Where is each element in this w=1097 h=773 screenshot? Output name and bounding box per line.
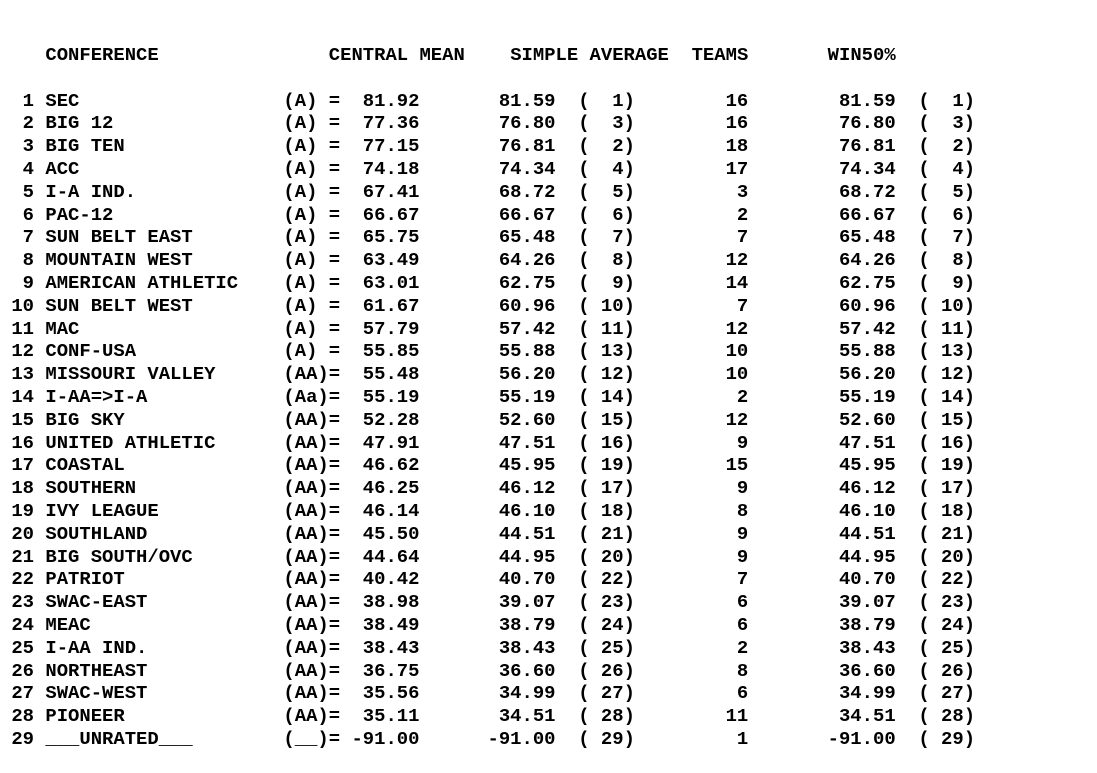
row-level: (AA)= — [283, 454, 341, 477]
row-central: -91.00 — [340, 727, 420, 750]
row-level: (AA)= — [283, 705, 341, 728]
row-win50-rank: 12 — [941, 363, 964, 386]
row-level: (AA)= — [283, 682, 341, 705]
row-rank: 14 — [0, 385, 35, 408]
row-avg: 38.43 — [419, 636, 556, 659]
row-central: 77.15 — [340, 135, 420, 158]
row-central: 65.75 — [340, 226, 420, 249]
row-teams: 12 — [634, 249, 749, 272]
row-central: 38.49 — [340, 613, 420, 636]
table-row: 6 PAC-12 (A) = 66.67 66.67 ( 6) 2 66.67 ( 6) — [0, 203, 976, 226]
row-avg: 34.51 — [419, 705, 556, 728]
row-name: COASTAL — [45, 454, 284, 477]
row-avg-rank: 5 — [600, 180, 624, 203]
row-win50-rank: 29 — [941, 727, 964, 750]
row-avg: 57.42 — [419, 317, 556, 340]
row-win50: 52.60 — [748, 408, 896, 431]
table-row: 10 SUN BELT WEST (A) = 61.67 60.96 ( 10) 7 60.96 ( 10) — [0, 294, 976, 317]
row-win50: 74.34 — [748, 157, 896, 180]
row-avg: 44.95 — [419, 545, 556, 568]
row-level: (AA)= — [283, 591, 341, 614]
row-avg: 36.60 — [419, 659, 556, 682]
row-rank: 26 — [0, 659, 35, 682]
row-avg-rank: 7 — [600, 226, 624, 249]
table-row: 24 MEAC (AA)= 38.49 38.79 ( 24) 6 38.79 ( 24) — [0, 613, 976, 636]
row-name: MOUNTAIN WEST — [45, 249, 284, 272]
row-avg: 39.07 — [419, 591, 556, 614]
row-win50-rank: 4 — [941, 157, 964, 180]
row-win50: 46.10 — [748, 499, 896, 522]
row-rank: 13 — [0, 363, 35, 386]
row-central: 44.64 — [340, 545, 420, 568]
row-central: 66.67 — [340, 203, 420, 226]
conference-ratings-report — [0, 44, 975, 751]
row-rank: 5 — [0, 180, 35, 203]
blank-line — [0, 67, 975, 90]
row-win50: 66.67 — [748, 203, 896, 226]
row-avg-rank: 9 — [600, 271, 624, 294]
row-rank: 12 — [0, 340, 35, 363]
table-row: 12 CONF-USA (A) = 55.85 55.88 ( 13) 10 55.88 ( 13) — [0, 340, 976, 363]
row-level: (A) = — [283, 203, 341, 226]
row-teams: 16 — [634, 89, 749, 112]
row-avg-rank: 18 — [600, 499, 624, 522]
table-row: 26 NORTHEAST (AA)= 36.75 36.60 ( 26) 8 36.60 ( 26) — [0, 659, 976, 682]
row-win50: 57.42 — [748, 317, 896, 340]
row-avg-rank: 24 — [600, 613, 624, 636]
row-name: UNITED ATHLETIC — [45, 431, 284, 454]
row-rank: 22 — [0, 568, 35, 591]
row-win50-rank: 1 — [941, 89, 964, 112]
header-row — [0, 44, 975, 67]
row-level: (A) = — [283, 135, 341, 158]
row-central: 52.28 — [340, 408, 420, 431]
row-name: BIG TEN — [45, 135, 284, 158]
row-win50-rank: 28 — [941, 705, 964, 728]
row-level: (AA)= — [283, 522, 341, 545]
row-win50-rank: 25 — [941, 636, 964, 659]
row-avg-rank: 26 — [600, 659, 624, 682]
row-rank: 19 — [0, 499, 35, 522]
row-win50: 47.51 — [748, 431, 896, 454]
row-name: SWAC-WEST — [45, 682, 284, 705]
table-row: 2 BIG 12 (A) = 77.36 76.80 ( 3) 16 76.80 ( 3) — [0, 112, 976, 135]
table-row: 23 SWAC-EAST (AA)= 38.98 39.07 ( 23) 6 39.07 ( 23) — [0, 591, 976, 614]
row-teams: 14 — [634, 271, 749, 294]
row-rank: 1 — [0, 89, 35, 112]
table-row: 8 MOUNTAIN WEST (A) = 63.49 64.26 ( 8) 12 64.26 ( 8) — [0, 249, 976, 272]
row-avg: 76.80 — [419, 112, 556, 135]
row-win50: 65.48 — [748, 226, 896, 249]
row-win50: 40.70 — [748, 568, 896, 591]
row-win50: 60.96 — [748, 294, 896, 317]
table-row: 17 COASTAL (AA)= 46.62 45.95 ( 19) 15 45.95 ( 19) — [0, 454, 976, 477]
row-teams: 16 — [634, 112, 749, 135]
row-win50-rank: 17 — [941, 477, 964, 500]
row-avg-rank: 19 — [600, 454, 624, 477]
row-level: (A) = — [283, 89, 341, 112]
row-avg-rank: 20 — [600, 545, 624, 568]
row-avg: 65.48 — [419, 226, 556, 249]
table-row: 18 SOUTHERN (AA)= 46.25 46.12 ( 17) 9 46.12 ( 17) — [0, 477, 976, 500]
row-avg: 55.19 — [419, 385, 556, 408]
row-avg: 34.99 — [419, 682, 556, 705]
row-level: (AA)= — [283, 408, 341, 431]
row-teams: 10 — [634, 363, 749, 386]
table-row: 1 SEC (A) = 81.92 81.59 ( 1) 16 81.59 ( 1) — [0, 89, 976, 112]
row-level: (A) = — [283, 249, 341, 272]
row-name: AMERICAN ATHLETIC — [45, 271, 284, 294]
table-row: 20 SOUTHLAND (AA)= 45.50 44.51 ( 21) 9 44.51 ( 21) — [0, 522, 976, 545]
row-avg: 62.75 — [419, 271, 556, 294]
row-central: 55.48 — [340, 363, 420, 386]
row-central: 63.01 — [340, 271, 420, 294]
row-rank: 8 — [0, 249, 35, 272]
row-avg-rank: 1 — [600, 89, 624, 112]
row-avg: 55.88 — [419, 340, 556, 363]
row-name: SUN BELT EAST — [45, 226, 284, 249]
row-avg-rank: 6 — [600, 203, 624, 226]
row-avg: 76.81 — [419, 135, 556, 158]
row-win50: 39.07 — [748, 591, 896, 614]
row-teams: 2 — [634, 385, 749, 408]
row-name: BIG SOUTH/OVC — [45, 545, 284, 568]
row-name: MISSOURI VALLEY — [45, 363, 284, 386]
row-avg-rank: 10 — [600, 294, 624, 317]
row-name: SEC — [45, 89, 284, 112]
row-central: 81.92 — [340, 89, 420, 112]
row-level: (AA)= — [283, 568, 341, 591]
row-win50: 64.26 — [748, 249, 896, 272]
row-win50-rank: 3 — [941, 112, 964, 135]
row-win50-rank: 24 — [941, 613, 964, 636]
row-central: 55.85 — [340, 340, 420, 363]
row-central: 36.75 — [340, 659, 420, 682]
header-teams: TEAMS — [691, 44, 749, 66]
row-win50-rank: 7 — [941, 226, 964, 249]
row-central: 77.36 — [340, 112, 420, 135]
row-rank: 4 — [0, 157, 35, 180]
row-avg: 40.70 — [419, 568, 556, 591]
row-name: I-AA IND. — [45, 636, 284, 659]
table-row: 15 BIG SKY (AA)= 52.28 52.60 ( 15) 12 52.60 ( 15) — [0, 408, 976, 431]
row-teams: 10 — [634, 340, 749, 363]
table-row: 29 ___UNRATED___ (__)= -91.00 -91.00 ( 29) 1 -91.00 ( 29) — [0, 727, 976, 750]
row-win50: 56.20 — [748, 363, 896, 386]
row-name: ___UNRATED___ — [45, 727, 284, 750]
table-row: 14 I-AA=>I-A (Aa)= 55.19 55.19 ( 14) 2 55.19 ( 14) — [0, 385, 976, 408]
row-central: 40.42 — [340, 568, 420, 591]
row-central: 55.19 — [340, 385, 420, 408]
row-avg-rank: 27 — [600, 682, 624, 705]
row-rank: 16 — [0, 431, 35, 454]
row-name: SOUTHLAND — [45, 522, 284, 545]
row-rank: 15 — [0, 408, 35, 431]
row-rank: 21 — [0, 545, 35, 568]
row-central: 38.43 — [340, 636, 420, 659]
row-level: (AA)= — [283, 545, 341, 568]
row-avg-rank: 15 — [600, 408, 624, 431]
row-win50-rank: 5 — [941, 180, 964, 203]
row-rank: 28 — [0, 705, 35, 728]
row-name: PAC-12 — [45, 203, 284, 226]
row-avg-rank: 13 — [600, 340, 624, 363]
header-central-mean: CENTRAL MEAN — [328, 44, 465, 66]
row-win50: 68.72 — [748, 180, 896, 203]
table-row: 5 I-A IND. (A) = 67.41 68.72 ( 5) 3 68.72 ( 5) — [0, 180, 976, 203]
row-avg-rank: 11 — [600, 317, 624, 340]
row-name: CONF-USA — [45, 340, 284, 363]
row-rank: 9 — [0, 271, 35, 294]
row-rank: 11 — [0, 317, 35, 340]
row-win50: 45.95 — [748, 454, 896, 477]
row-level: (AA)= — [283, 363, 341, 386]
row-central: 46.62 — [340, 454, 420, 477]
row-win50: 36.60 — [748, 659, 896, 682]
row-avg: 74.34 — [419, 157, 556, 180]
row-level: (A) = — [283, 112, 341, 135]
row-teams: 7 — [634, 294, 749, 317]
row-win50-rank: 15 — [941, 408, 964, 431]
row-name: BIG 12 — [45, 112, 284, 135]
row-level: (A) = — [283, 157, 341, 180]
row-central: 35.11 — [340, 705, 420, 728]
row-teams: 9 — [634, 477, 749, 500]
row-avg: 56.20 — [419, 363, 556, 386]
row-central: 35.56 — [340, 682, 420, 705]
row-win50-rank: 23 — [941, 591, 964, 614]
row-win50: 62.75 — [748, 271, 896, 294]
row-avg-rank: 28 — [600, 705, 624, 728]
row-win50-rank: 2 — [941, 135, 964, 158]
row-level: (AA)= — [283, 477, 341, 500]
header-simple-average: SIMPLE AVERAGE — [510, 44, 669, 66]
row-rank: 3 — [0, 135, 35, 158]
row-win50: 76.81 — [748, 135, 896, 158]
row-avg-rank: 17 — [600, 477, 624, 500]
row-avg-rank: 4 — [600, 157, 624, 180]
row-teams: 18 — [634, 135, 749, 158]
row-rank: 6 — [0, 203, 35, 226]
row-name: I-A IND. — [45, 180, 284, 203]
row-name: IVY LEAGUE — [45, 499, 284, 522]
header-conference: CONFERENCE — [45, 44, 159, 66]
row-win50-rank: 14 — [941, 385, 964, 408]
row-rank: 18 — [0, 477, 35, 500]
row-rank: 7 — [0, 226, 35, 249]
row-teams: 7 — [634, 226, 749, 249]
row-central: 47.91 — [340, 431, 420, 454]
row-level: (A) = — [283, 180, 341, 203]
row-rank: 23 — [0, 591, 35, 614]
row-win50: 76.80 — [748, 112, 896, 135]
row-rank: 20 — [0, 522, 35, 545]
row-avg: 81.59 — [419, 89, 556, 112]
row-teams: 9 — [634, 522, 749, 545]
row-level: (A) = — [283, 294, 341, 317]
row-avg: 66.67 — [419, 203, 556, 226]
row-level: (AA)= — [283, 499, 341, 522]
row-central: 46.14 — [340, 499, 420, 522]
row-avg: 44.51 — [419, 522, 556, 545]
table-row: 27 SWAC-WEST (AA)= 35.56 34.99 ( 27) 6 34.99 ( 27) — [0, 682, 976, 705]
row-central: 38.98 — [340, 591, 420, 614]
row-win50-rank: 11 — [941, 317, 964, 340]
row-name: MAC — [45, 317, 284, 340]
row-central: 74.18 — [340, 157, 420, 180]
table-row: 19 IVY LEAGUE (AA)= 46.14 46.10 ( 18) 8 46.10 ( 18) — [0, 499, 976, 522]
row-avg: 64.26 — [419, 249, 556, 272]
table-row: 7 SUN BELT EAST (A) = 65.75 65.48 ( 7) 7 65.48 ( 7) — [0, 226, 976, 249]
row-avg-rank: 16 — [600, 431, 624, 454]
row-name: PIONEER — [45, 705, 284, 728]
row-name: SWAC-EAST — [45, 591, 284, 614]
row-teams: 7 — [634, 568, 749, 591]
row-win50: 46.12 — [748, 477, 896, 500]
row-name: SUN BELT WEST — [45, 294, 284, 317]
row-teams: 8 — [634, 659, 749, 682]
row-avg: 46.12 — [419, 477, 556, 500]
row-central: 63.49 — [340, 249, 420, 272]
table-row: 13 MISSOURI VALLEY (AA)= 55.48 56.20 ( 12) 10 56.20 ( 12) — [0, 363, 976, 386]
row-level: (A) = — [283, 340, 341, 363]
row-avg: -91.00 — [419, 727, 556, 750]
row-teams: 12 — [634, 408, 749, 431]
row-win50-rank: 16 — [941, 431, 964, 454]
row-avg-rank: 8 — [600, 249, 624, 272]
row-teams: 3 — [634, 180, 749, 203]
row-teams: 1 — [634, 727, 749, 750]
row-win50-rank: 18 — [941, 499, 964, 522]
row-avg-rank: 22 — [600, 568, 624, 591]
row-level: (AA)= — [283, 659, 341, 682]
row-win50: 38.43 — [748, 636, 896, 659]
row-avg-rank: 14 — [600, 385, 624, 408]
row-rank: 2 — [0, 112, 35, 135]
row-teams: 11 — [634, 705, 749, 728]
row-win50-rank: 10 — [941, 294, 964, 317]
table-row: 28 PIONEER (AA)= 35.11 34.51 ( 28) 11 34.51 ( 28) — [0, 705, 976, 728]
row-rank: 10 — [0, 294, 35, 317]
row-avg: 38.79 — [419, 613, 556, 636]
header-win50: WIN50% — [827, 44, 896, 66]
row-rank: 17 — [0, 454, 35, 477]
row-win50: 34.99 — [748, 682, 896, 705]
row-win50: 44.95 — [748, 545, 896, 568]
row-avg-rank: 29 — [600, 727, 624, 750]
row-teams: 2 — [634, 203, 749, 226]
row-name: MEAC — [45, 613, 284, 636]
row-teams: 9 — [634, 431, 749, 454]
row-win50-rank: 8 — [941, 249, 964, 272]
table-row: 16 UNITED ATHLETIC (AA)= 47.91 47.51 ( 16) 9 47.51 ( 16) — [0, 431, 976, 454]
conference-rows — [0, 90, 975, 751]
row-name: ACC — [45, 157, 284, 180]
table-row: 4 ACC (A) = 74.18 74.34 ( 4) 17 74.34 ( 4) — [0, 157, 976, 180]
row-central: 57.79 — [340, 317, 420, 340]
row-avg-rank: 12 — [600, 363, 624, 386]
row-avg-rank: 2 — [600, 135, 624, 158]
table-row: 9 AMERICAN ATHLETIC (A) = 63.01 62.75 ( 9) 14 62.75 ( 9) — [0, 271, 976, 294]
row-name: SOUTHERN — [45, 477, 284, 500]
row-teams: 2 — [634, 636, 749, 659]
row-level: (Aa)= — [283, 385, 341, 408]
row-teams: 8 — [634, 499, 749, 522]
row-win50-rank: 22 — [941, 568, 964, 591]
row-avg: 68.72 — [419, 180, 556, 203]
row-avg: 46.10 — [419, 499, 556, 522]
row-level: (AA)= — [283, 431, 341, 454]
row-level: (__)= — [283, 727, 341, 750]
row-avg-rank: 23 — [600, 591, 624, 614]
row-win50-rank: 19 — [941, 454, 964, 477]
row-rank: 24 — [0, 613, 35, 636]
row-name: I-AA=>I-A — [45, 385, 284, 408]
row-win50: 34.51 — [748, 705, 896, 728]
row-level: (A) = — [283, 317, 341, 340]
row-name: PATRIOT — [45, 568, 284, 591]
row-win50-rank: 20 — [941, 545, 964, 568]
row-avg-rank: 3 — [600, 112, 624, 135]
row-avg: 45.95 — [419, 454, 556, 477]
row-central: 67.41 — [340, 180, 420, 203]
row-central: 61.67 — [340, 294, 420, 317]
row-level: (A) = — [283, 271, 341, 294]
row-teams: 6 — [634, 682, 749, 705]
table-row: 11 MAC (A) = 57.79 57.42 ( 11) 12 57.42 ( 11) — [0, 317, 976, 340]
row-teams: 12 — [634, 317, 749, 340]
row-teams: 17 — [634, 157, 749, 180]
row-win50: 55.88 — [748, 340, 896, 363]
row-win50: 55.19 — [748, 385, 896, 408]
row-win50: -91.00 — [748, 727, 896, 750]
row-central: 46.25 — [340, 477, 420, 500]
row-win50-rank: 27 — [941, 682, 964, 705]
row-rank: 29 — [0, 727, 35, 750]
row-avg-rank: 21 — [600, 522, 624, 545]
row-central: 45.50 — [340, 522, 420, 545]
table-row: 3 BIG TEN (A) = 77.15 76.81 ( 2) 18 76.81 ( 2) — [0, 135, 976, 158]
row-level: (AA)= — [283, 636, 341, 659]
row-name: NORTHEAST — [45, 659, 284, 682]
row-name: BIG SKY — [45, 408, 284, 431]
table-row: 25 I-AA IND. (AA)= 38.43 38.43 ( 25) 2 38.43 ( 25) — [0, 636, 976, 659]
row-level: (A) = — [283, 226, 341, 249]
row-win50-rank: 6 — [941, 203, 964, 226]
row-teams: 9 — [634, 545, 749, 568]
row-win50: 38.79 — [748, 613, 896, 636]
row-win50-rank: 13 — [941, 340, 964, 363]
row-avg: 52.60 — [419, 408, 556, 431]
row-avg-rank: 25 — [600, 636, 624, 659]
row-win50: 44.51 — [748, 522, 896, 545]
row-rank: 27 — [0, 682, 35, 705]
row-teams: 6 — [634, 591, 749, 614]
row-teams: 15 — [634, 454, 749, 477]
row-rank: 25 — [0, 636, 35, 659]
table-row: 22 PATRIOT (AA)= 40.42 40.70 ( 22) 7 40.70 ( 22) — [0, 568, 976, 591]
row-win50-rank: 9 — [941, 271, 964, 294]
row-win50: 81.59 — [748, 89, 896, 112]
row-win50-rank: 21 — [941, 522, 964, 545]
table-row: 21 BIG SOUTH/OVC (AA)= 44.64 44.95 ( 20) 9 44.95 ( 20) — [0, 545, 976, 568]
row-win50-rank: 26 — [941, 659, 964, 682]
row-level: (AA)= — [283, 613, 341, 636]
row-avg: 60.96 — [419, 294, 556, 317]
row-avg: 47.51 — [419, 431, 556, 454]
row-teams: 6 — [634, 613, 749, 636]
